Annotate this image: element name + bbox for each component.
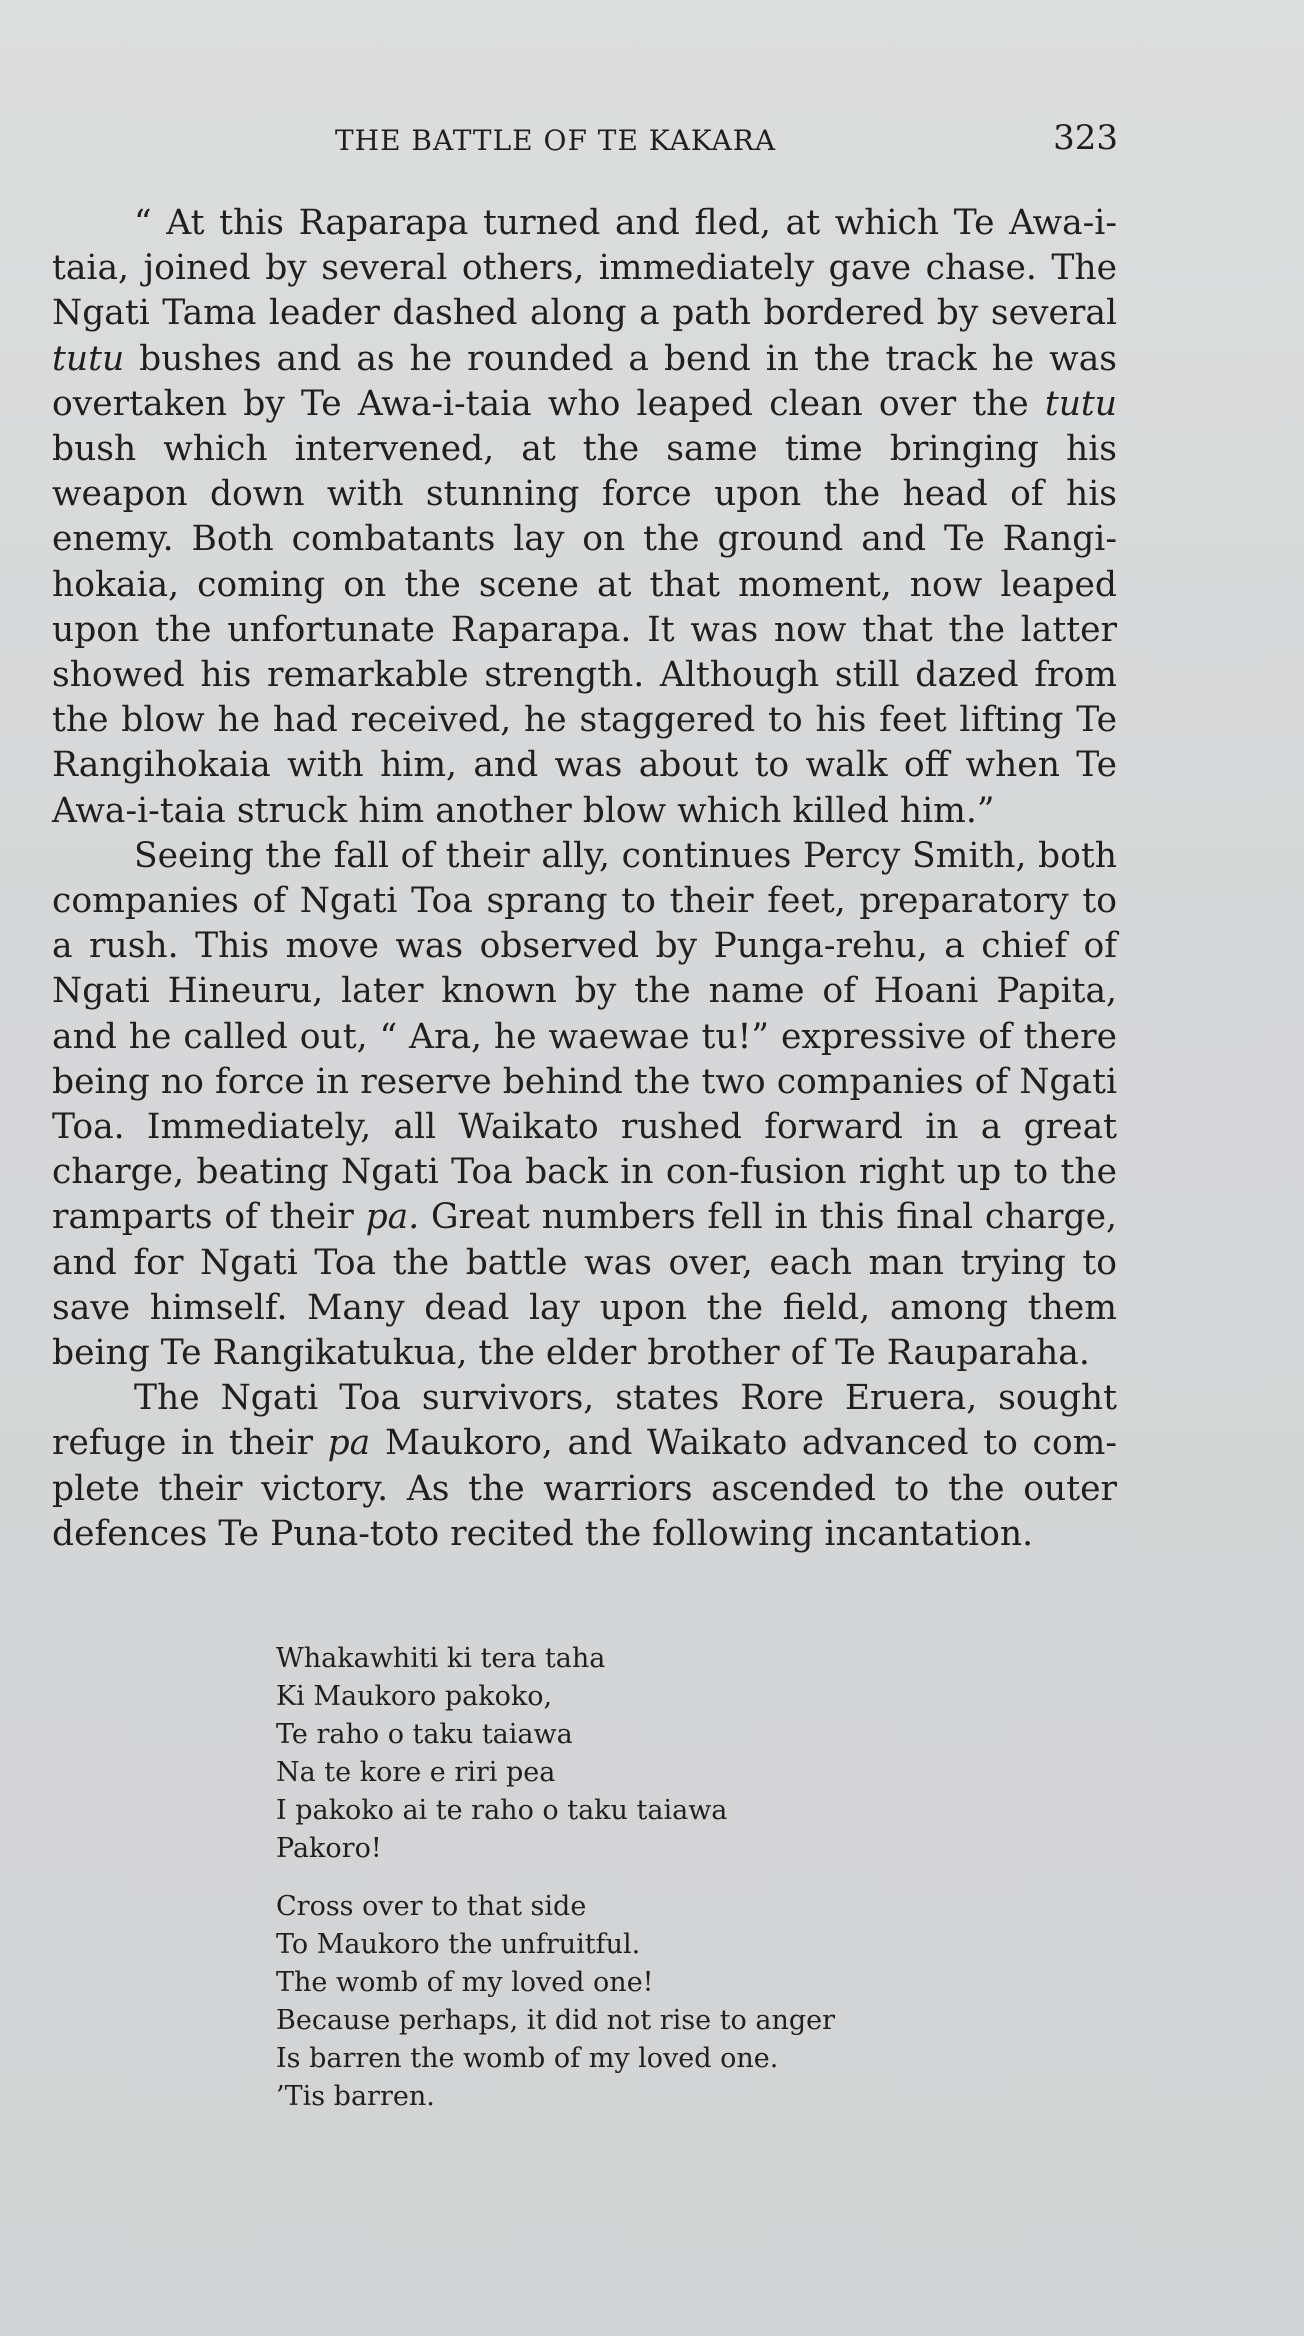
verse-line: Whakawhiti ki tera taha <box>276 1643 606 1674</box>
italic-term: pa. <box>365 1197 420 1238</box>
paragraph-charge <box>52 834 1117 1376</box>
verse-line: Because perhaps, it did not rise to anger <box>276 2005 836 2036</box>
italic-term: pa <box>327 1423 371 1464</box>
text-run: bushes and as he rounded a bend in the track he was overtaken by Te Awa-i-taia who leaped clean over the <box>52 338 1117 424</box>
verse-line: Cross over to that side <box>276 1891 587 1922</box>
incantation-english <box>276 1888 916 2116</box>
text-run: bush which intervened, at the same time bringing his weapon down with stunning force upon the head of his enemy. Both combatants lay on the ground and Te Rangi-hokaia, coming on the scene at that moment, now leaped upon the unfortunate Raparapa. It was now that the latter showed his remarkable strength. Although still dazed from the blow he had received, he staggered to his feet lifting Te Rangihokaia with him, and was about to walk off when Te Awa-i-taia struck him another blow which killed him.” <box>52 429 1117 831</box>
verse-line: The womb of my loved one! <box>276 1967 654 1998</box>
text-run: Maukoro, and Waikato advanced to com-plete their victory. As the warriors ascended to the outer defences Te Puna-toto recited the following incantation. <box>52 1423 1117 1554</box>
text-run: Seeing the fall of their ally, continues Percy Smith, both companies of Ngati Toa sprang to their feet, preparatory to a rush. This move was observed by Punga-rehu, a chief of Ngati Hineuru, later known by the name of Hoani Papita, and he called out, “ Ara, he waewae tu!” expressive of there being no force in reserve behind the two companies of Ngati Toa. Immediately, all Waikato rushed forward in a great charge, beating Ngati Toa back in con-fusion right up to the ramparts of their <box>52 835 1117 1238</box>
verse-line: To Maukoro the unfruitful. <box>276 1929 641 1960</box>
page-header <box>50 118 1118 168</box>
verse-line: I pakoko ai te raho o taku taiawa <box>276 1795 728 1826</box>
incantation-maori <box>276 1640 916 1868</box>
italic-term: tutu <box>52 338 125 379</box>
text-run: Great numbers fell in this final charge, and for Ngati Toa the battle was over, each man trying to save himself. Many dead lay upon the field, among them being Te Rangikatukua, the elder brother of Te Rauparaha. <box>52 1197 1117 1374</box>
body-text <box>52 201 1117 1557</box>
verse-line: Is barren the womb of my loved one. <box>276 2043 779 2074</box>
text-run: The Ngati Toa survivors, states Rore Eruera, sought refuge in their <box>52 1378 1117 1464</box>
verse-line: ’Tis barren. <box>276 2081 435 2112</box>
verse-line: Te raho o taku taiawa <box>276 1719 573 1750</box>
verse-line: Na te kore e riri pea <box>276 1757 556 1788</box>
verse-line: Ki Maukoro pakoko, <box>276 1681 553 1712</box>
page-number: 323 <box>1053 118 1118 158</box>
paragraph-quote <box>52 201 1117 834</box>
italic-term: tutu <box>1044 383 1117 424</box>
text-run: “ At this Raparapa turned and fled, at which Te Awa-i-taia, joined by several others, immediately gave chase. The Ngati Tama leader dashed along a path bordered by several <box>52 203 1117 334</box>
running-head: THE BATTLE OF TE KAKARA <box>335 124 777 157</box>
verse-line: Pakoro! <box>276 1833 382 1864</box>
paragraph-survivors <box>52 1376 1117 1557</box>
